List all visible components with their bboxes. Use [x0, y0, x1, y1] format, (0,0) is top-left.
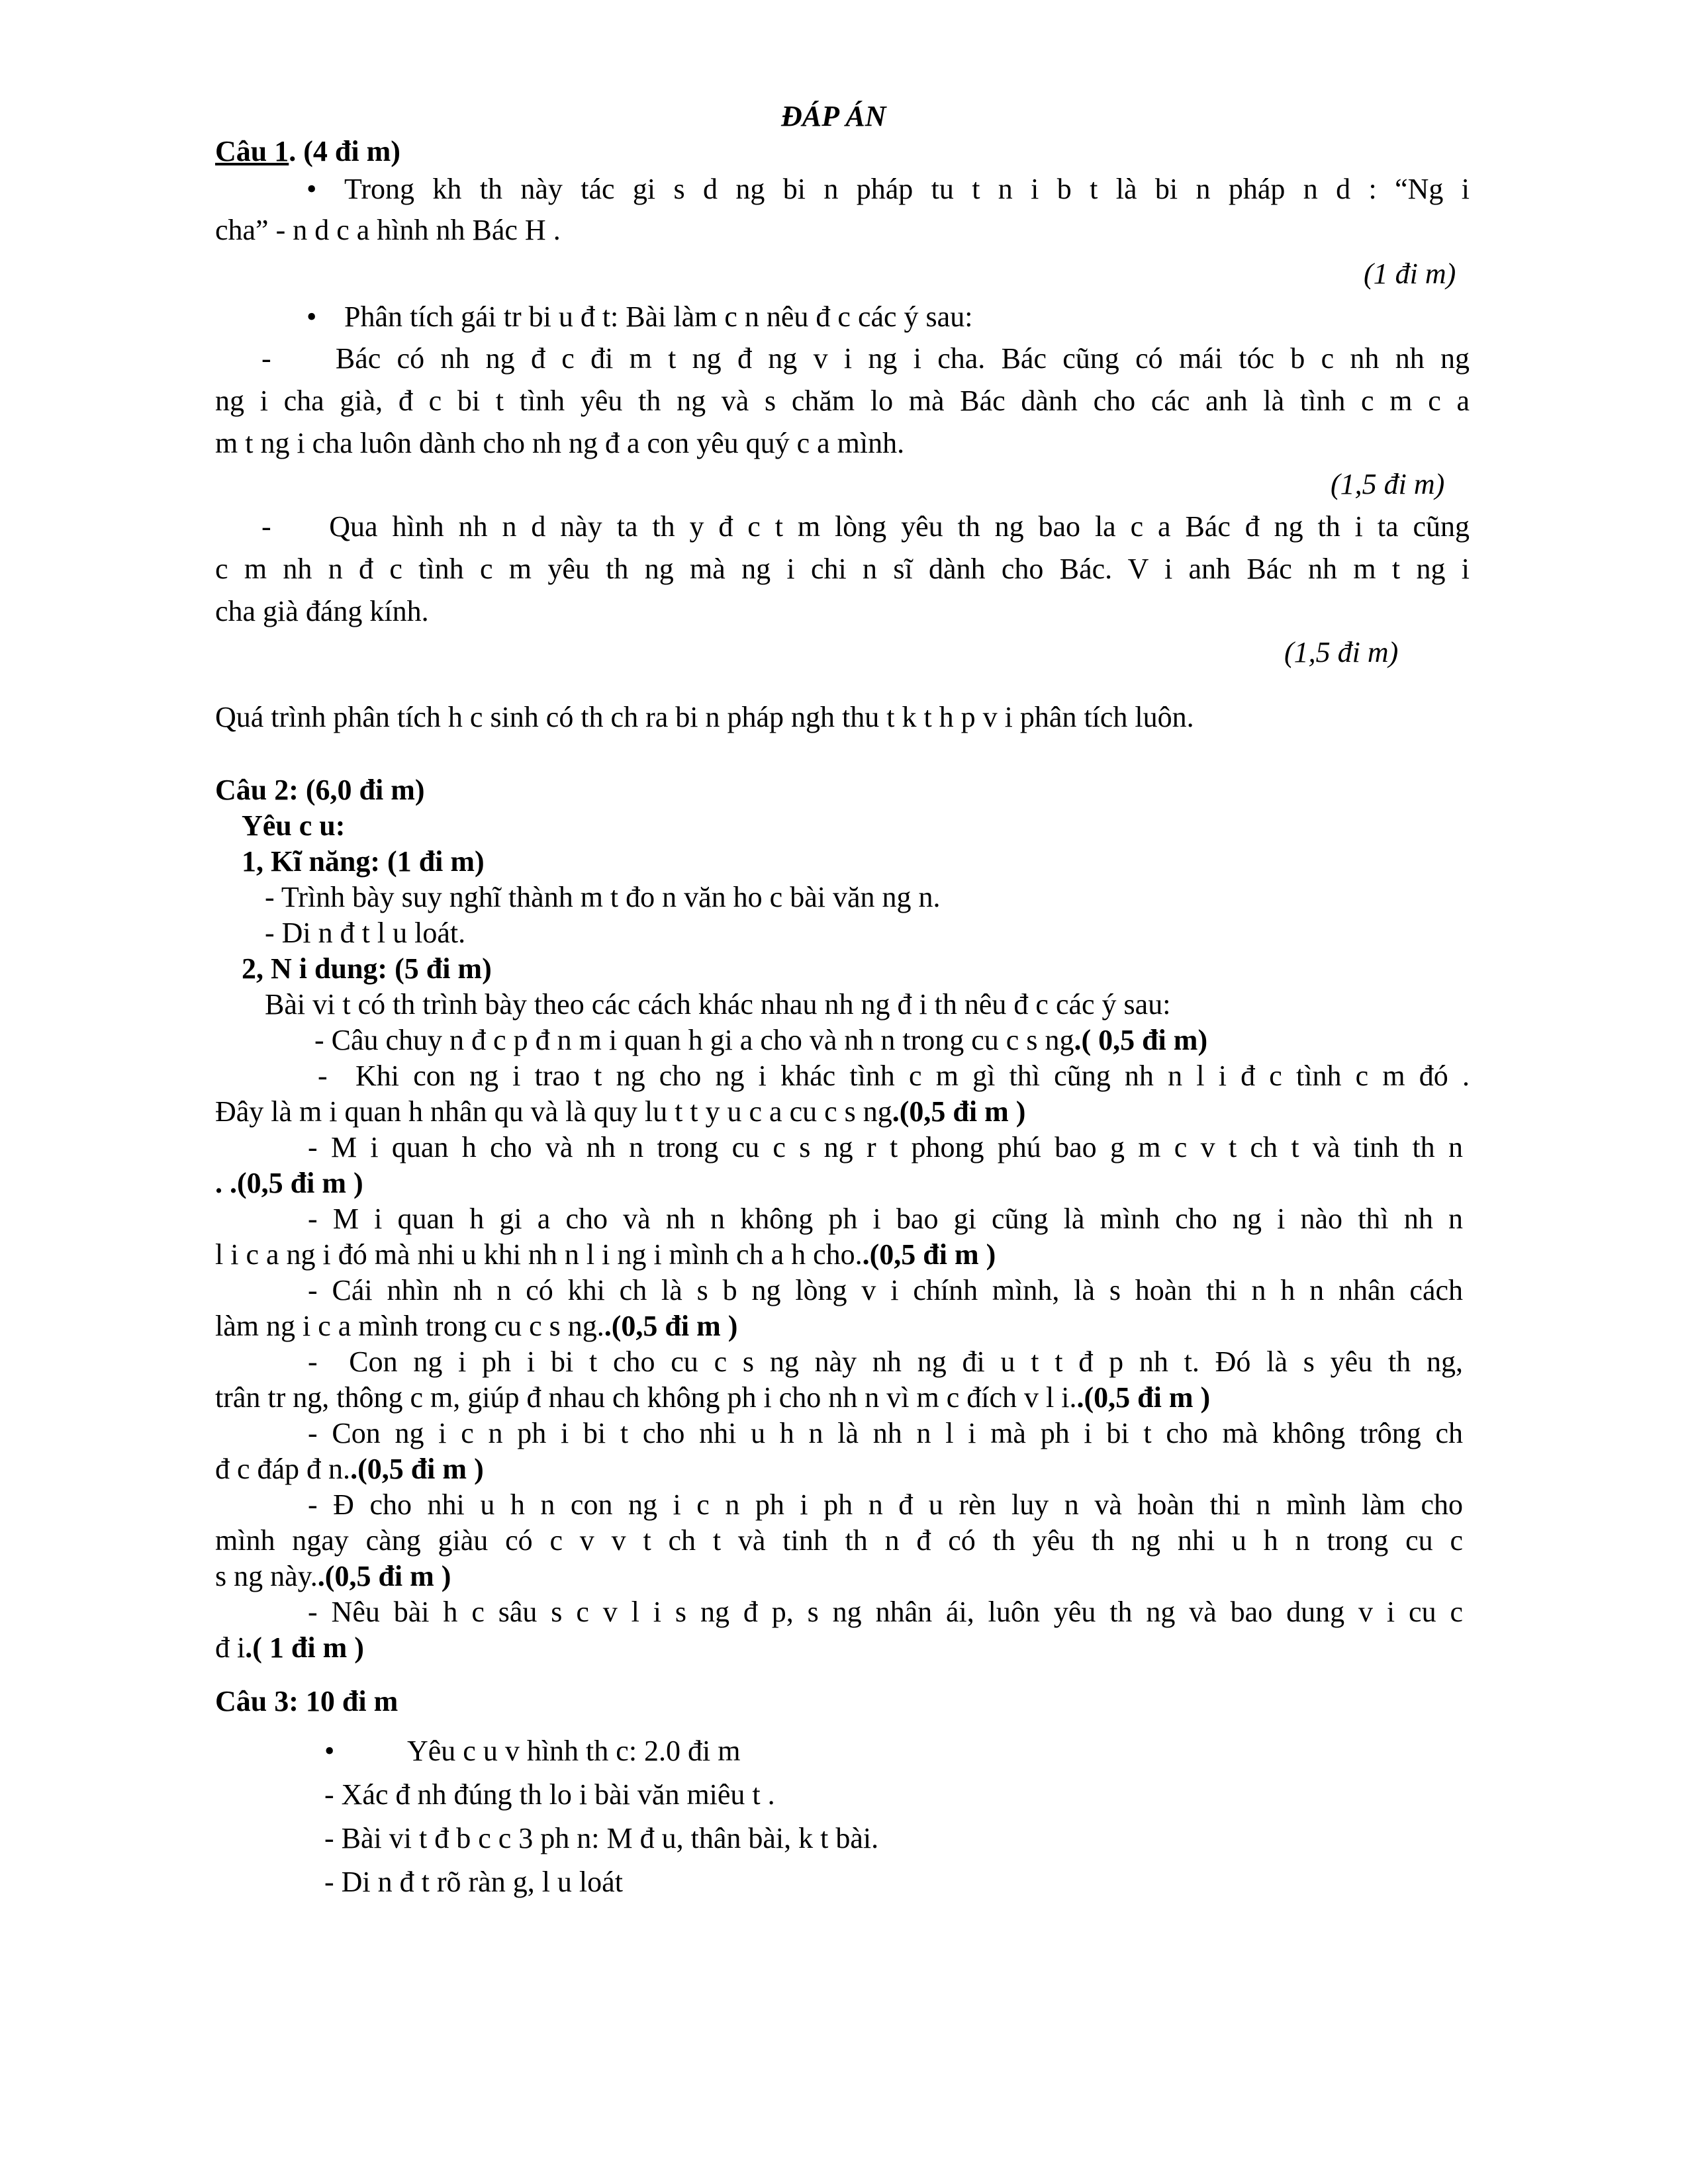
cau1-heading — [215, 134, 400, 169]
cau2-item-5-line2 — [215, 1309, 737, 1343]
cau2-item-4-score: .(0,5 đi m ) — [862, 1238, 996, 1271]
cau2-item-9-line1: - Nêu bài h c sâu s c v l i s ng đ p, s ng nhân ái, luôn yêu th ng và bao dung v i cu c — [308, 1596, 1463, 1628]
cau2-item-8-line3 — [215, 1559, 451, 1594]
cau2-item-7-score: .(0,5 đi m ) — [350, 1453, 484, 1485]
cau2-item-5-score: .(0,5 đi m ) — [604, 1310, 738, 1342]
bullet-icon: • — [306, 173, 317, 205]
cau2-item-7-line2 — [215, 1452, 484, 1486]
cau2-item-6-line1: - Con ng i ph i bi t cho cu c s ng này nh ng đi u t t đ p nh t. Đó là s yêu th ng, — [308, 1345, 1463, 1378]
cau2-item-1-text: - Câu chuy n đ c p đ n m i quan h gi a cho và nh n trong cu c s ng — [314, 1024, 1074, 1056]
cau2-item-4-line1: - M i quan h gi a cho và nh n không ph i bao gi cũng là mình cho ng i nào thì nh n — [308, 1203, 1463, 1235]
cau2-item-2-line2 — [215, 1095, 1025, 1129]
cau2-intro: Bài vi t có th trình bày theo các cách khác nhau nh ng đ i th nêu đ c các ý sau: — [265, 988, 1171, 1021]
cau2-item-9-text: đ i — [215, 1631, 246, 1664]
cau1-para1-line3: m t ng i cha luôn dành cho nh ng đ a con yêu quý c a mình. — [215, 427, 905, 459]
cau2-item-9-score: .( 1 đi m ) — [245, 1631, 364, 1664]
cau2-item-8-text: s ng này. — [215, 1560, 318, 1592]
cau1-heading-label: Câu 1 — [215, 135, 289, 167]
cau2-ki-nang-2: - Di n đ t l u loát. — [265, 917, 466, 949]
cau2-noi-dung-label: 2, N i dung — [242, 952, 378, 985]
cau2-item-7-text: đ c đáp đ n. — [215, 1453, 351, 1485]
cau2-item-1 — [314, 1023, 1207, 1058]
cau2-item-8-line2: mình ngay càng giàu có c v v t ch t và tinh th n đ có th yêu th ng nhi u h n trong cu c — [215, 1524, 1463, 1557]
cau1-para2-line1: - Qua hình nh n d này ta th y đ c t m lòng yêu th ng bao la c a Bác đ ng th i ta cũng — [261, 510, 1470, 543]
cau2-yeu-cau: Yêu c u: — [242, 809, 346, 842]
cau1-bullet2: Phân tích gái tr bi u đ t: Bài làm c n nêu đ c các ý sau: — [344, 300, 973, 333]
cau1-score-1: (1 đi m) — [1364, 257, 1456, 290]
cau1-para1-line2: ng i cha già, đ c bi t tình yêu th ng và s chăm lo mà Bác dành cho các anh là tình c m c a — [215, 385, 1470, 417]
cau2-item-2-line1: - Khi con ng i trao t ng cho ng i khác tình c m gì thì cũng nh n l i đ c tình c m đó . — [318, 1060, 1470, 1092]
cau1-heading-rest: . (4 đi m) — [289, 135, 400, 167]
cau3-form-requirement: Yêu c u v hình th c: 2.0 đi m — [407, 1735, 741, 1767]
cau1-note: Quá trình phân tích h c sinh có th ch ra bi n pháp ngh thu t k t h p v i phân tích luôn. — [215, 701, 1194, 733]
cau2-item-2-text: Đây là m i quan h nhân qu và là quy lu t t y u c a cu c s ng — [215, 1095, 892, 1128]
cau2-item-3-score: . .(0,5 đi m ) — [215, 1167, 363, 1199]
cau2-item-8-line1: - Đ cho nhi u h n con ng i c n ph i ph n đ u rèn luy n và hoàn thi n mình làm cho — [308, 1488, 1463, 1521]
cau1-para1-line1: - Bác có nh ng đ c đi m t ng đ ng v i ng i cha. Bác cũng có mái tóc b c nh nh ng — [261, 342, 1470, 375]
cau2-item-8-score: .(0,5 đi m ) — [317, 1560, 451, 1592]
cau2-item-7-line1: - Con ng i c n ph i bi t cho nhi u h n là nh n l i mà ph i bi t cho mà không trông ch — [308, 1417, 1463, 1449]
bullet-icon: • — [324, 1735, 335, 1767]
cau2-item-6-line2 — [215, 1381, 1210, 1415]
cau2-noi-dung — [242, 952, 492, 986]
cau1-bullet1-line2: cha” - n d c a hình nh Bác H . — [215, 214, 561, 246]
cau2-item-2-score: .(0,5 đi m ) — [892, 1095, 1026, 1128]
cau1-para2-line3: cha già đáng kính. — [215, 595, 429, 627]
cau2-item-4-text: l i c a ng i đó mà nhi u khi nh n l i ng i mình ch a h cho. — [215, 1238, 863, 1271]
cau3-line-1: - Xác đ nh đúng th lo i bài văn miêu t . — [324, 1778, 775, 1811]
cau3-line-2: - Bài vi t đ b c c 3 ph n: M đ u, thân bài, k t bài. — [324, 1822, 879, 1854]
cau2-item-5-text: làm ng i c a mình trong cu c s ng. — [215, 1310, 604, 1342]
cau2-item-9-line2 — [215, 1631, 364, 1665]
cau1-bullet1-line1: Trong kh th này tác gi s d ng bi n pháp tu t n i b t là bi n pháp n d : “Ng i — [344, 173, 1470, 205]
cau2-item-1-score: .( 0,5 đi m) — [1074, 1024, 1208, 1056]
cau2-noi-dung-score: : (5 đi m) — [377, 952, 492, 985]
cau2-heading: Câu 2: (6,0 đi m) — [215, 774, 425, 806]
cau3-heading: Câu 3: 10 đi m — [215, 1685, 399, 1717]
cau3-line-3: - Di n đ t rõ ràn g, l u loát — [324, 1866, 623, 1898]
cau2-ki-nang: 1, Kĩ năng: (1 đi m) — [242, 845, 485, 878]
cau2-ki-nang-1: - Trình bày suy nghĩ thành m t đo n văn ho c bài văn ng n. — [265, 881, 941, 913]
cau2-item-3-line1: - M i quan h cho và nh n trong cu c s ng r t phong phú bao g m c v t ch t và tinh th n — [308, 1131, 1463, 1163]
cau2-item-6-text: trân tr ng, thông c m, giúp đ nhau ch không ph i cho nh n vì m c đích v l i. — [215, 1381, 1077, 1414]
cau1-score-3: (1,5 đi m) — [1284, 636, 1399, 668]
cau2-item-6-score: .(0,5 đi m ) — [1076, 1381, 1211, 1414]
cau1-score-2: (1,5 đi m) — [1331, 468, 1445, 500]
page-title: ĐÁP ÁN — [781, 100, 886, 132]
cau2-item-5-line1: - Cái nhìn nh n có khi ch là s b ng lòng v i chính mình, là s hoàn thi n h n nhân cách — [308, 1274, 1463, 1306]
cau1-para2-line2: c m nh n đ c tình c m yêu th ng mà ng i chi n sĩ dành cho Bác. V i anh Bác nh m t ng i — [215, 553, 1470, 585]
bullet-icon: • — [306, 300, 317, 333]
cau2-item-4-line2 — [215, 1238, 996, 1272]
